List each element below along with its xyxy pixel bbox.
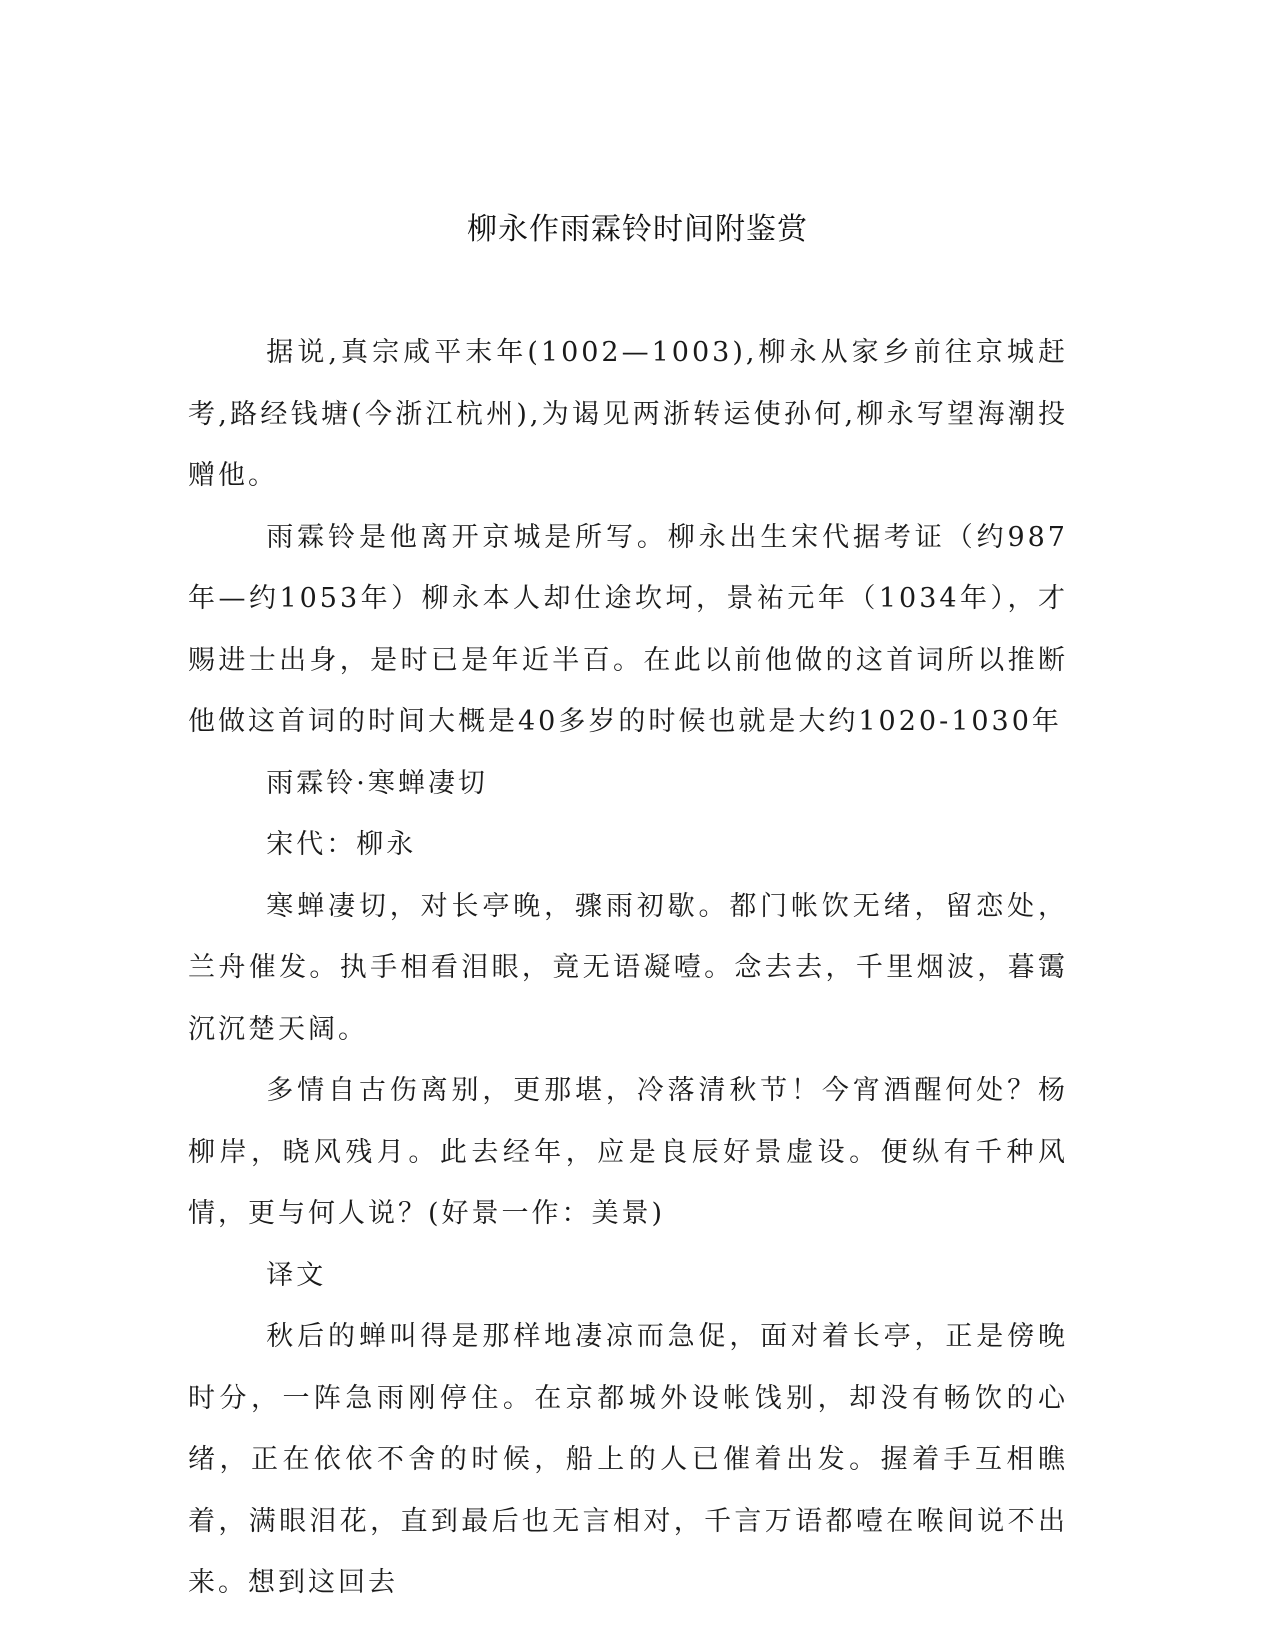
paragraph-intro-history: 据说,真宗咸平末年(1002—1003),柳永从家乡前往京城赶考,路经钱塘(今浙江杭州),为谒见两浙转运使孙何,柳永写望海潮投赠他。 [188,337,1068,491]
poem-stanza-1: 寒蝉凄切，对长亭晚，骤雨初歇。都门帐饮无绪，留恋处，兰舟催发。执手相看泪眼，竟无语凝噎。念去去，千里烟波，暮霭沉沉楚天阔。 [188,890,1068,1045]
paragraph-composition-time: 雨霖铃是他离开京城是所写。柳永出生宋代据考证（约987年—约1053年）柳永本人却仕途坎坷，景祐元年（1034年），才赐进士出身，是时已是年近半百。在此以前他做的这首词所以推断他做这首词的时间大概是40多岁的时候也就是大约1020-1030年 [188,521,1068,737]
document-body [188,322,1068,1614]
poem-author: 宋代：柳永 [266,829,417,860]
translation-heading: 译文 [266,1259,327,1291]
translation-paragraph: 秋后的蝉叫得是那样地凄凉而急促，面对着长亭，正是傍晚时分，一阵急雨刚停住。在京都城外设帐饯别，却没有畅饮的心绪，正在依依不舍的时候，船上的人已催着出发。握着手互相瞧着，满眼泪花，直到最后也无言相对，千言万语都噎在喉间说不出来。想到这回去 [188,1321,1068,1598]
poem-title: 雨霖铃·寒蝉凄切 [266,767,488,799]
poem-stanza-2: 多情自古伤离别，更那堪，冷落清秋节！今宵酒醒何处？杨柳岸，晓风残月。此去经年，应是良辰好景虚设。便纵有千种风情，更与何人说？(好景一作：美景) [188,1075,1068,1229]
document-title: 柳永作雨霖铃时间附鉴赏 [467,212,808,247]
